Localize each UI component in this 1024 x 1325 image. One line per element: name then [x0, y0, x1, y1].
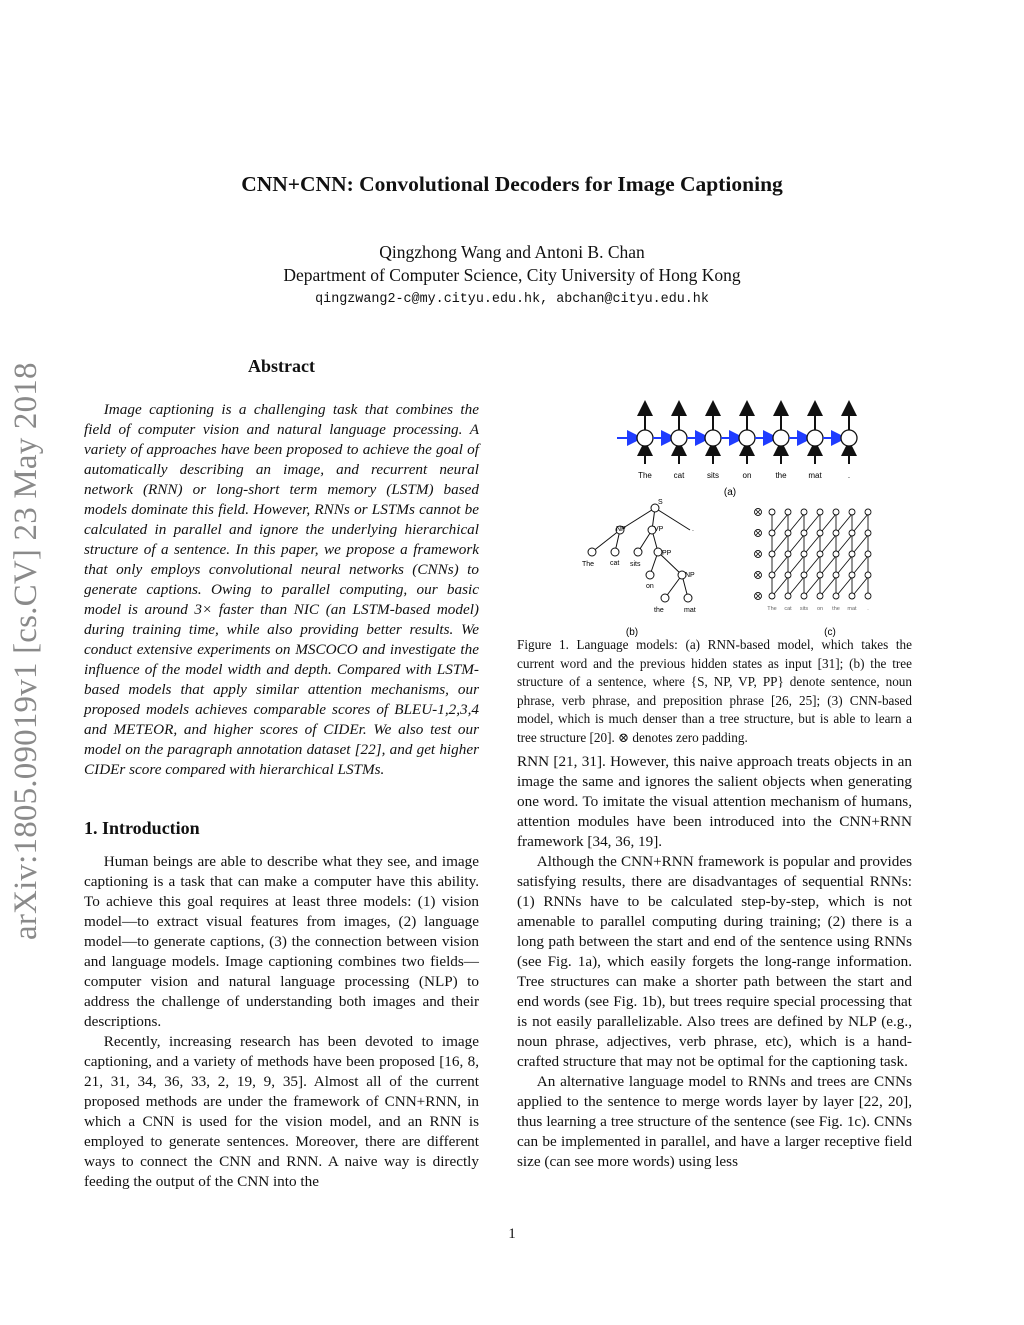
author-block — [0, 241, 1024, 287]
intro-paragraph-4: Although the CNN+RNN framework is popular and provides satisfying results, there are disadvantages of sequential RNNs: (1) RNNs have to be calculated step-by-step, which is not amenable to parallel computing during training; (2) there is a long path between the start and end of the sentence using RNNs (see Fig. 1a), which easily forgets the long-range information. Tree structures can make a shorter path between the start and end words (see Fig. 1b), but trees require special processing that is not easily parallelizable. Also trees are defined by NLP (e.g., noun phrase, adjectives, verb phrase, etc), which is a hand-crafted structure that may not be optimal for the captioning task. — [517, 853, 912, 1070]
cnn-unit — [865, 572, 871, 578]
cnn-unit — [801, 572, 807, 578]
abstract-paragraph: Image captioning is a challenging task that combines the field of computer vision and natural language processing. A variety of approaches have been proposed to achieve the goal of automatically describing an image, and recurrent neural network (RNN) or long-short term memory (LSTM) based models dominate this field. However, RNNs or LSTMs cannot be calculated in parallel and ignore the underlying hierarchical structure of a sentence. In this paper, we propose a framework that only employs convolutional neural networks (CNNs) to generate captions. Owing to parallel computing, our basic model is around 3× faster than NIC (an LSTM-based model) during training time, while also providing better results. We conduct extensive experiments on MSCOCO and investigate the influence of the model width and depth. Compared with LSTM-based models that apply similar attention mechanisms, our proposed models achieves comparable scores of BLEU-1,2,3,4 and METEOR, and higher scores of CIDEr. We also test our model on the paragraph annotation dataset [22], and get higher CIDEr score compared with hierarchical LSTMs. — [84, 401, 479, 778]
tree-label: S — [658, 499, 663, 506]
figure-1-diagram — [540, 400, 920, 640]
tree-label: cat — [610, 560, 620, 567]
rnn-cell — [637, 430, 653, 446]
tree-node — [646, 571, 654, 579]
cnn-word-label: . — [867, 606, 869, 612]
rnn-word-label: the — [775, 471, 787, 480]
tree-node — [611, 548, 619, 556]
cnn-edge — [822, 514, 836, 531]
cnn-edge — [790, 514, 804, 531]
rnn-word-label: cat — [673, 471, 685, 480]
cnn-unit — [785, 551, 791, 557]
cnn-unit — [849, 572, 855, 578]
cnn-unit — [865, 593, 871, 599]
cnn-unit — [817, 530, 823, 536]
tree-node — [661, 594, 669, 602]
cnn-edge — [854, 535, 868, 552]
rnn-word-label: The — [638, 471, 652, 480]
figure-1a-rnn — [617, 408, 857, 480]
cnn-unit — [769, 593, 775, 599]
cnn-edge — [822, 556, 836, 573]
cnn-unit — [865, 530, 871, 536]
arxiv-watermark: arXiv:1805.09019v1 [cs.CV] 23 May 2018 — [8, 362, 44, 940]
figure-label-c: (c) — [824, 627, 836, 638]
tree-label: VP — [654, 526, 664, 533]
rnn-word-label: . — [847, 471, 851, 480]
rnn-cell — [807, 430, 823, 446]
cnn-unit — [801, 509, 807, 515]
author-emails[interactable]: qingzwang2-c@my.cityu.edu.hk, abchan@cityu.edu.hk — [315, 292, 709, 307]
cnn-unit — [785, 572, 791, 578]
cnn-unit — [849, 551, 855, 557]
figure-1b-tree — [582, 499, 696, 614]
cnn-edge — [774, 556, 788, 573]
cnn-unit — [769, 530, 775, 536]
rnn-word-label: sits — [707, 471, 719, 480]
cnn-edge — [838, 535, 852, 552]
tree-node — [588, 548, 596, 556]
tree-label: sits — [630, 561, 641, 568]
tree-label: The — [582, 561, 595, 568]
cnn-unit — [769, 509, 775, 515]
tree-label: PP — [662, 550, 672, 557]
rnn-cell — [841, 430, 857, 446]
cnn-unit — [769, 551, 775, 557]
cnn-unit — [849, 509, 855, 515]
rnn-cell — [739, 430, 755, 446]
cnn-unit — [817, 593, 823, 599]
cnn-edge — [806, 556, 820, 573]
cnn-unit — [817, 509, 823, 515]
cnn-unit — [817, 551, 823, 557]
cnn-unit — [849, 593, 855, 599]
cnn-edge — [838, 514, 852, 531]
cnn-edge — [806, 514, 820, 531]
cnn-unit — [833, 551, 839, 557]
cnn-edge — [822, 577, 836, 594]
tree-label: the — [654, 607, 664, 614]
cnn-word-label: sits — [799, 606, 809, 612]
figure-1-caption: Figure 1. Language models: (a) RNN-based model, which takes the current word and the previous hidden states as input [31]; (b) the tree structure of a sentence, where {S, NP, VP, PP} denote sentence, noun phrase, verb phrase, and preposition phrase [26, 25]; (3) CNN-based model, which is much denser than a tree structure, but is able to learn a tree structure [20]. ⊗ denotes zero padding. — [517, 637, 912, 745]
cnn-unit — [785, 530, 791, 536]
cnn-word-label: The — [767, 606, 777, 612]
cnn-word-label: mat — [847, 606, 857, 612]
cnn-unit — [785, 509, 791, 515]
cnn-unit — [865, 551, 871, 557]
introduction-heading: 1. Introduction — [84, 818, 200, 838]
cnn-unit — [801, 551, 807, 557]
paper-title: CNN+CNN: Convolutional Decoders for Image Captioning — [241, 172, 783, 196]
cnn-unit — [801, 593, 807, 599]
intro-paragraph-1: Human beings are able to describe what they see, and image captioning is a task that can make a computer have this ability. To achieve this goal requires at least three models: (1) vision model—to extract visual features from images, (2) language model—to generate captions, (3) the connection between vision and language models. Image captioning combines two fields—computer vision and natural language processing (NLP) to address the challenge of understanding both images and their descriptions. — [84, 853, 479, 1030]
rnn-word-label: mat — [808, 471, 822, 480]
introduction-left-column — [84, 852, 479, 1192]
rnn-cell — [671, 430, 687, 446]
cnn-unit — [833, 509, 839, 515]
rnn-word-label: on — [742, 471, 752, 480]
cnn-unit — [769, 572, 775, 578]
cnn-word-label: cat — [784, 606, 792, 612]
tree-label: . — [692, 526, 694, 533]
intro-paragraph-2: Recently, increasing research has been devoted to image captioning, and a variety of methods have been proposed [16, 8, 21, 31, 34, 36, 33, 2, 19, 9, 35]. Almost all of the current proposed methods are under the framework of CNN+RNN, in which a CNN is used for the vision model, and an RNN is employed to generate sentences. Moreover, there are different ways to connect the CNN and RNN. A naive way is directly feeding the output of the CNN into the — [84, 1033, 479, 1190]
cnn-edge — [854, 514, 868, 531]
tree-label: mat — [684, 607, 696, 614]
figure-1c-cnn — [755, 509, 872, 613]
tree-node — [634, 548, 642, 556]
cnn-word-label: the — [832, 606, 840, 612]
rnn-cell — [705, 430, 721, 446]
cnn-word-label: on — [816, 606, 824, 612]
cnn-edge — [854, 556, 868, 573]
figure-label-b: (b) — [625, 627, 639, 638]
intro-paragraph-5: An alternative language model to RNNs and trees are CNNs applied to the sentence to merge words layer by layer [22, 20], thus learning a tree structure of the sentence (see Fig. 1c). CNNs can be implemented in parallel, and have a larger receptive field size (can see more words) using less — [517, 1073, 912, 1170]
cnn-edge — [854, 577, 868, 594]
cnn-edge — [806, 535, 820, 552]
cnn-edge — [790, 577, 804, 594]
rnn-cell — [773, 430, 789, 446]
cnn-unit — [801, 530, 807, 536]
affiliation: Department of Computer Science, City University of Hong Kong — [283, 265, 741, 285]
cnn-edge — [774, 535, 788, 552]
cnn-unit — [833, 572, 839, 578]
intro-paragraph-3: RNN [21, 31]. However, this naive approach treats objects in an image the same and ignores the salient objects when generating one word. To imitate the visual attention mechanism of humans, attention modules have been introduced into the CNN+RNN framework [34, 36, 19]. — [517, 753, 912, 850]
cnn-unit — [833, 593, 839, 599]
cnn-edge — [806, 577, 820, 594]
cnn-edge — [774, 577, 788, 594]
cnn-edge — [790, 556, 804, 573]
tree-node — [684, 594, 692, 602]
tree-node — [654, 548, 662, 556]
introduction-right-column — [517, 752, 912, 1172]
tree-label: NP — [685, 572, 695, 579]
authors: Qingzhong Wang and Antoni B. Chan — [379, 242, 645, 262]
tree-label: NP — [616, 526, 626, 533]
cnn-edge — [774, 514, 788, 531]
cnn-unit — [817, 572, 823, 578]
figure-label-a: (a) — [723, 487, 737, 498]
cnn-edge — [838, 556, 852, 573]
page-number: 1 — [508, 1226, 516, 1242]
cnn-unit — [865, 509, 871, 515]
cnn-unit — [785, 593, 791, 599]
cnn-unit — [849, 530, 855, 536]
cnn-edge — [790, 535, 804, 552]
abstract-text — [84, 400, 479, 780]
cnn-unit — [833, 530, 839, 536]
cnn-edge — [822, 535, 836, 552]
abstract-heading: Abstract — [248, 356, 315, 376]
cnn-edge — [838, 577, 852, 594]
tree-label: on — [646, 583, 654, 590]
